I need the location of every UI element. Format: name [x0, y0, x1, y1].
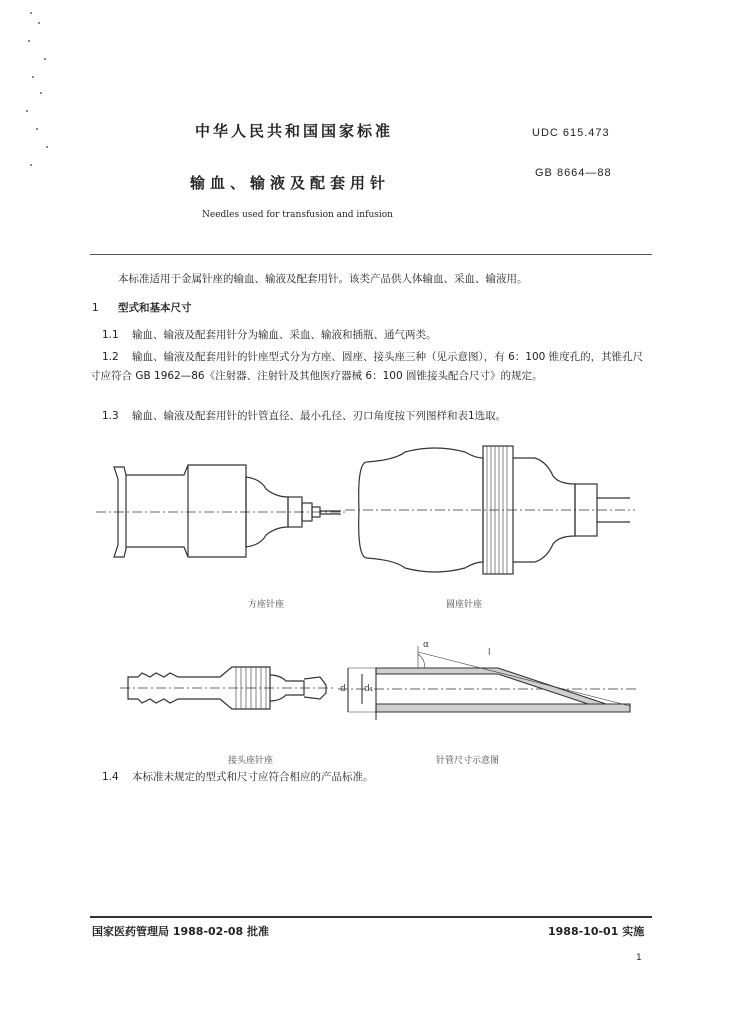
english-title: Needles used for transfusion and infusion: [202, 210, 393, 220]
label-alpha: α: [423, 640, 429, 650]
label-inner-diameter: d₁: [364, 684, 374, 694]
section-number: 1: [92, 302, 99, 314]
approval-text: 国家医药管理局 1988-02-08 批准: [92, 925, 270, 938]
tube-caption: 针管尺寸示意图: [436, 756, 500, 766]
header-divider: [90, 254, 652, 255]
joint-hub-figure: [120, 655, 335, 725]
udc-code: UDC 615.473: [532, 127, 610, 139]
clause-text: 输血、输液及配套用针分为输血、采血、输液和插瓶、通气两类。: [132, 329, 437, 341]
page-number: 1: [636, 953, 642, 963]
intro-paragraph: 本标准适用于金属针座的输血、输液及配套用针。该类产品供人体输血、采血、输液用。: [118, 273, 528, 285]
clause-number: 1.1: [102, 329, 119, 341]
standard-title: 中华人民共和国国家标准: [195, 122, 394, 140]
clause-number: 1.4: [102, 771, 119, 783]
square-hub-figure: [96, 445, 351, 580]
gb-number: GB 8664—88: [535, 167, 612, 179]
label-length: l: [488, 648, 491, 658]
round-hub-figure: [345, 440, 635, 580]
clause-text: 输血、输液及配套用针的针管直径、最小孔径、刃口角度按下列图样和表1选取。: [132, 410, 507, 422]
label-outer-diameter: d: [340, 684, 346, 694]
tube-dimension-figure: [338, 640, 638, 740]
round-hub-caption: 圆座针座: [446, 600, 483, 610]
clause-number: 1.2: [102, 351, 119, 363]
clause-text: 输血、输液及配套用针的针座型式分为方座、圆座、接头座三种（见示意图），有 6：100 锥度孔的，其锥孔尺寸应符合 GB 1962—86《注射器、注射针及其他医疗器械 6：100 圆锥接头配合尺寸》的规定。: [90, 351, 644, 382]
section-title: 型式和基本尺寸: [118, 302, 192, 314]
footer-divider: [90, 916, 652, 918]
clause-text: 本标准未规定的型式和尺寸应符合相应的产品标准。: [132, 771, 374, 783]
document-title: 输血、输液及配套用针: [190, 174, 391, 192]
square-hub-caption: 方座针座: [248, 600, 285, 610]
joint-hub-caption: 接头座针座: [228, 756, 274, 766]
clause-number: 1.3: [102, 410, 119, 422]
effective-date: 1988-10-01 实施: [548, 925, 645, 938]
